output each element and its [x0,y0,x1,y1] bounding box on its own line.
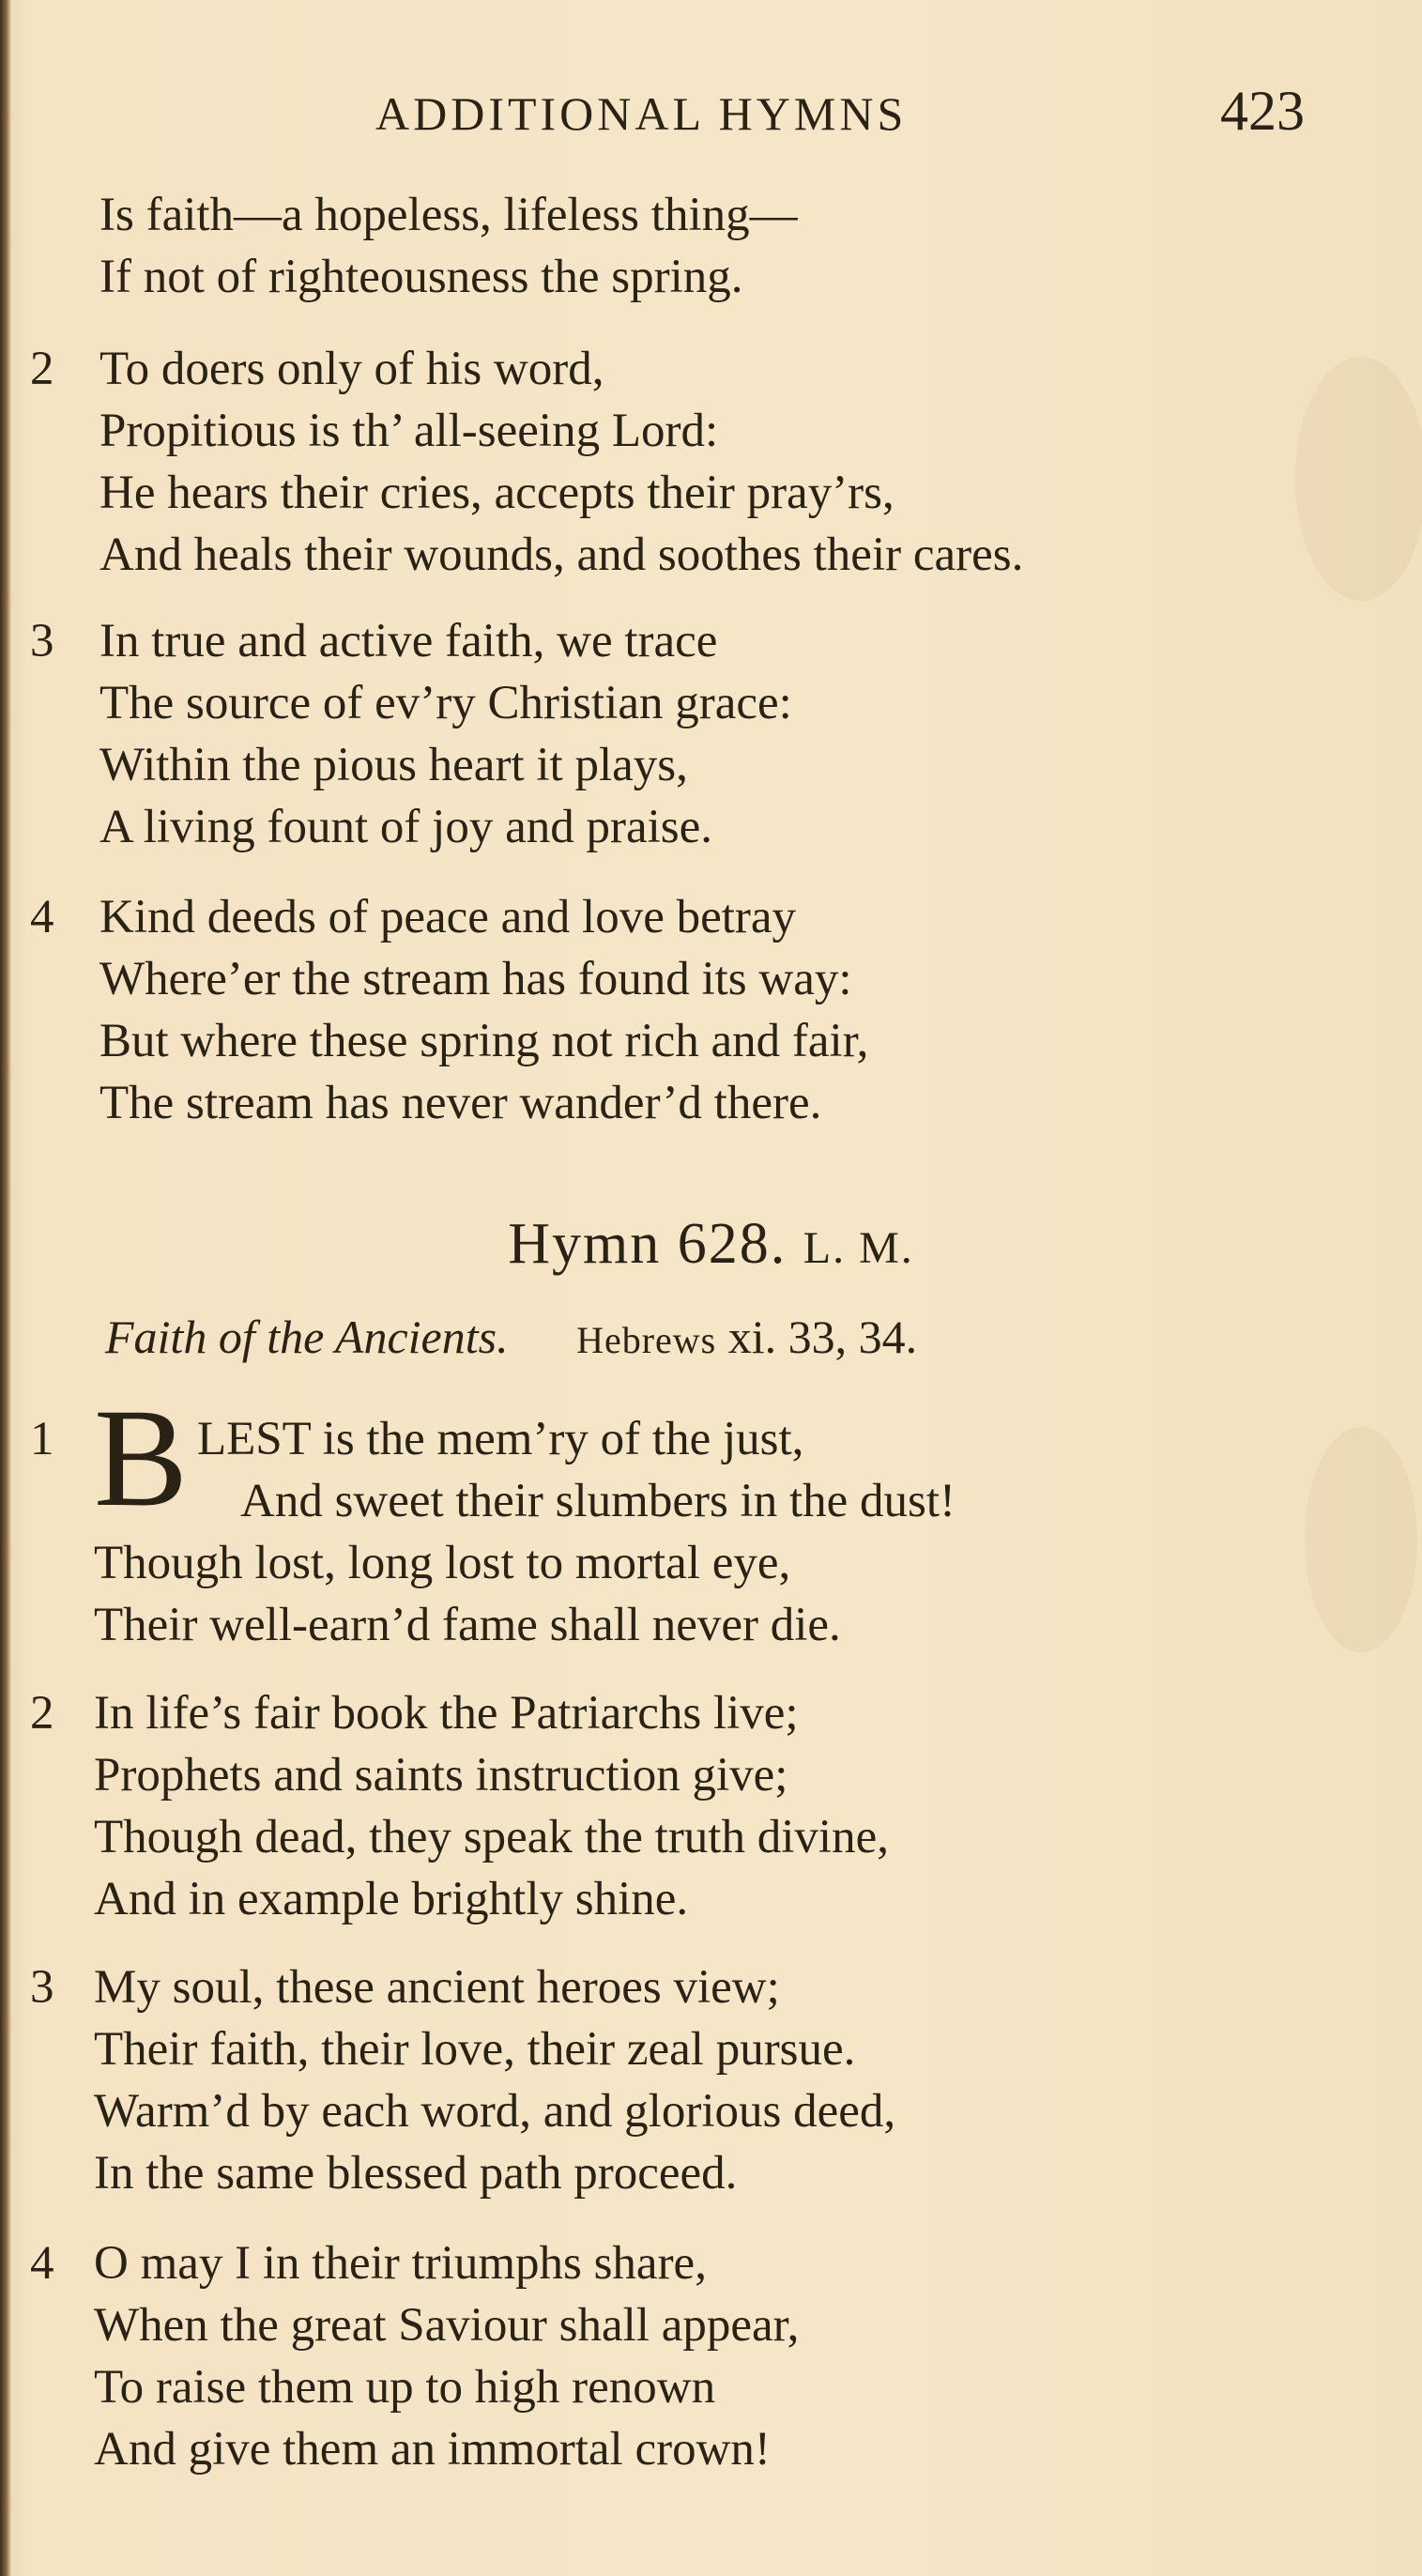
page-number: 423 [1220,80,1305,142]
verse-line: Though dead, they speak the truth divine, [94,1811,889,1863]
verse-line: And in example brightly shine. [94,1873,689,1925]
stanza-4 [0,886,1422,1134]
verse-line: 3 In true and active faith, we trace [0,610,1422,672]
verse-line: And sweet their slumbers in the dust! [240,1475,956,1527]
verse-line: Their faith, their love, their zeal pursue. [94,2023,856,2076]
verse-line: 2 To doers only of his word, [0,338,1422,400]
hymn-stanza-4 [0,2232,1422,2480]
stanza-number: 2 [30,343,54,395]
hymn-word: Hymn [508,1212,662,1276]
verse-line: 4 O may I in their triumphs share, [0,2232,1422,2294]
stanza-number: 4 [30,891,54,943]
stanza-number: 1 [30,1413,54,1465]
verse-line: Though lost, long lost to mortal eye, [94,1537,791,1589]
verse-line: If not of righteousness the spring. [99,251,743,303]
verse-line: Warm’d by each word, and glorious deed, [94,2085,896,2138]
verse-line: In the same blessed path proceed. [94,2147,738,2200]
stanza-number: 4 [30,2237,54,2290]
verse-line: The stream has never wander’d there. [99,1077,822,1129]
verse-line: When the great Saviour shall appear, [94,2299,800,2352]
stanza-number: 3 [30,615,54,667]
verse-line: Where’er the stream has found its way: [99,953,852,1005]
reference-book: Hebrews [576,1319,717,1361]
hymn-stanza-2 [0,1682,1422,1930]
carryover-stanza [0,184,1422,308]
hymn-heading [0,1211,1422,1278]
hymn-number: 628. [677,1212,787,1276]
verse-line: Is faith—a hopeless, lifeless thing— [99,189,798,241]
verse-line: Within the pious heart it plays, [99,739,688,791]
verse-line: Prophets and saints instruction give; [94,1749,788,1802]
hymn-subtitle-text: Faith of the Ancients. [105,1311,509,1363]
verse-line: A living fount of joy and praise. [99,801,712,853]
hymn-stanza-3 [0,1956,1422,2204]
hymn-stanza-1 [0,1408,1422,1656]
hymn-subtitle [105,1310,1419,1364]
drop-cap: B [94,1380,189,1536]
verse-line: Propitious is th’ all-seeing Lord: [99,405,719,457]
stanza-3 [0,610,1422,858]
page-header [0,77,1422,143]
verse-line: 4 Kind deeds of peace and love betray [0,886,1422,948]
stanza-2 [0,338,1422,586]
verse-line: 3 My soul, these ancient heroes view; [0,1956,1422,2018]
stanza-number: 3 [30,1961,54,2014]
verse-line: And heals their wounds, and soothes their cares. [99,529,1024,581]
verse-line: To raise them up to high renown [94,2361,716,2414]
running-title: ADDITIONAL HYMNS [375,87,908,140]
reference-verses: xi. 33, 34. [727,1311,918,1363]
verse-line: And give them an immortal crown! [94,2423,771,2476]
verse-line: But where these spring not rich and fair, [99,1015,869,1067]
verse-line: Their well-earn’d fame shall never die. [94,1599,841,1651]
stanza-number: 2 [30,1687,54,1740]
verse-line: He hears their cries, accepts their pray’rs, [99,467,894,519]
verse-line: 2 In life’s fair book the Patriarchs live; [0,1682,1422,1744]
scripture-reference [576,1311,917,1363]
hymn-meter: L. M. [803,1223,914,1273]
verse-line: 1 LEST is the mem’ry of the just, [0,1408,1422,1470]
verse-line: The source of ev’ry Christian grace: [99,677,792,729]
